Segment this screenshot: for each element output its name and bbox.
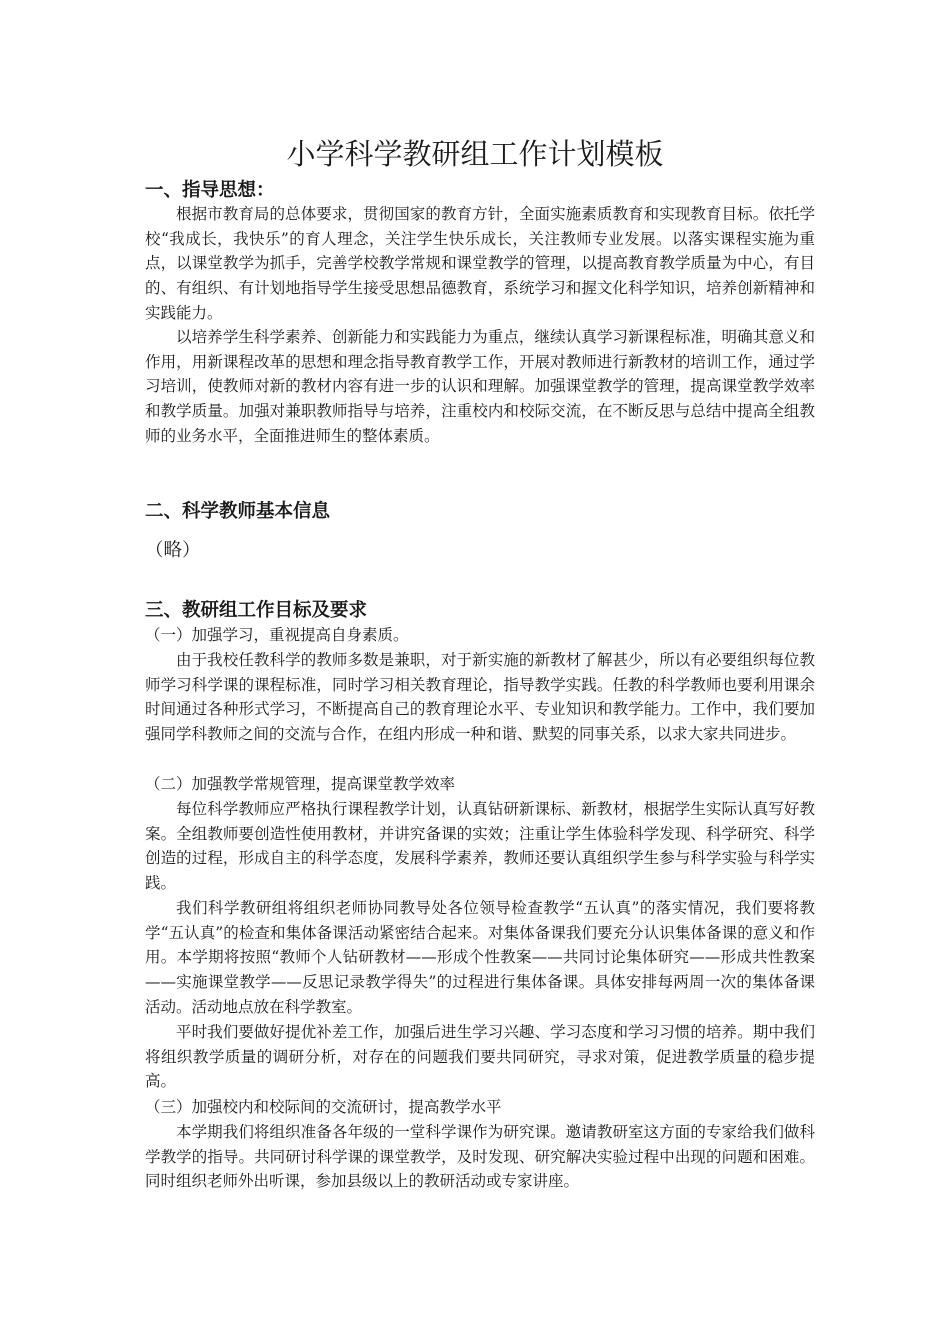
subsection-title: （二）加强教学常规管理，提高课堂教学效率 [145,775,456,793]
paragraph: 平时我们要做好提优补差工作，加强后进生学习兴趣、学习态度和学习习惯的培养。期中我们将组织教学质量的调研分析，对存在的问题我们要共同研究，寻求对策，促进教学质量的稳步提高。 [145,1023,815,1091]
paragraph: 由于我校任教科学的教师多数是兼职，对于新实施的新教材了解甚少，所以有必要组织每位教师学习科学课的课程标准，同时学习相关教育理论，指导教学实践。任教的科学教师也要利用课余时间通过各种形式学习，不断提高自己的教育理论水平、专业知识和教学能力。工作中，我们要加强同学科教师之间的交流与合作，在组内形成一种和谐、默契的同事关系，以求大家共同进步。 [145,651,815,744]
paragraph: 每位科学教师应严格执行课程教学计划，认真钻研新课标、新教材，根据学生实际认真写好教案。全组教师要创造性使用教材，并讲究备课的实效；注重让学生体验科学发现、科学研究、科学创造的过程，形成自主的科学态度，发展科学素养，教师还要认真组织学生参与科学实验与科学实践。 [145,800,815,893]
section-heading-teacher-info: 二、科学教师基本信息 [145,501,331,522]
page-title: 小学科学教研组工作计划模板 [286,137,664,171]
paragraph: 以培养学生科学素养、创新能力和实践能力为重点，继续认真学习新课程标准，明确其意义和作用，用新课程改革的思想和理念指导教育教学工作，开展对教师进行新教材的培训工作，通过学习培训，使教师对新的教材内容有进一步的认识和理解。加强课堂教学的管理，提高课堂教学效率和教学质量。加强对兼职教师指导与培养，注重校内和校际交流，在不断反思与总结中提高全组教师的业务水平，全面推进师生的整体素质。 [145,328,815,445]
paragraph: 根据市教育局的总体要求，贯彻国家的教育方针，全面实施素质教育和实现教育目标。依托学校“我成长，我快乐”的育人理念，关注学生快乐成长，关注教师专业发展。以落实课程实施为重点，以课堂教学为抓手，完善学校教学常规和课堂教学的管理，以提高教育教学质量为中心，有目的、有组织、有计划地指导学生接受思想品德教育，系统学习和握文化科学知识，培养创新精神和实践能力。 [145,205,815,322]
section-heading-guiding-thought: 一、指导思想： [145,180,275,201]
subsection-title: （三）加强校内和校际间的交流研讨，提高教学水平 [145,1098,502,1116]
paragraph: 我们科学教研组将组织老师协同教导处各位领导检查教学“五认真”的落实情况，我们要将教学“五认真”的检查和集体备课活动紧密结合起来。对集体备课我们要充分认识集体备课的意义和作用。本学期将按照“教师个人钻研教材——形成个性教案——共同讨论集体研究——形成共性教案——实施课堂教学——反思记录教学得失”的过程进行集体备课。具体安排每两周一次的集体备课活动。活动地点放在科学教室。 [145,899,815,1016]
paragraph: 本学期我们将组织准备各年级的一堂科学课作为研究课。邀请教研室这方面的专家给我们做科学教学的指导。共同研讨科学课的课堂教学，及时发现、研究解决实验过程中出现的问题和困难。同时组织老师外出听课，参加县级以上的教研活动或专家讲座。 [145,1123,815,1191]
subsection-title: （一）加强学习，重视提高自身素质。 [145,626,409,644]
section-note: （略） [145,540,201,561]
section-heading-goals: 三、教研组工作目标及要求 [145,600,368,621]
